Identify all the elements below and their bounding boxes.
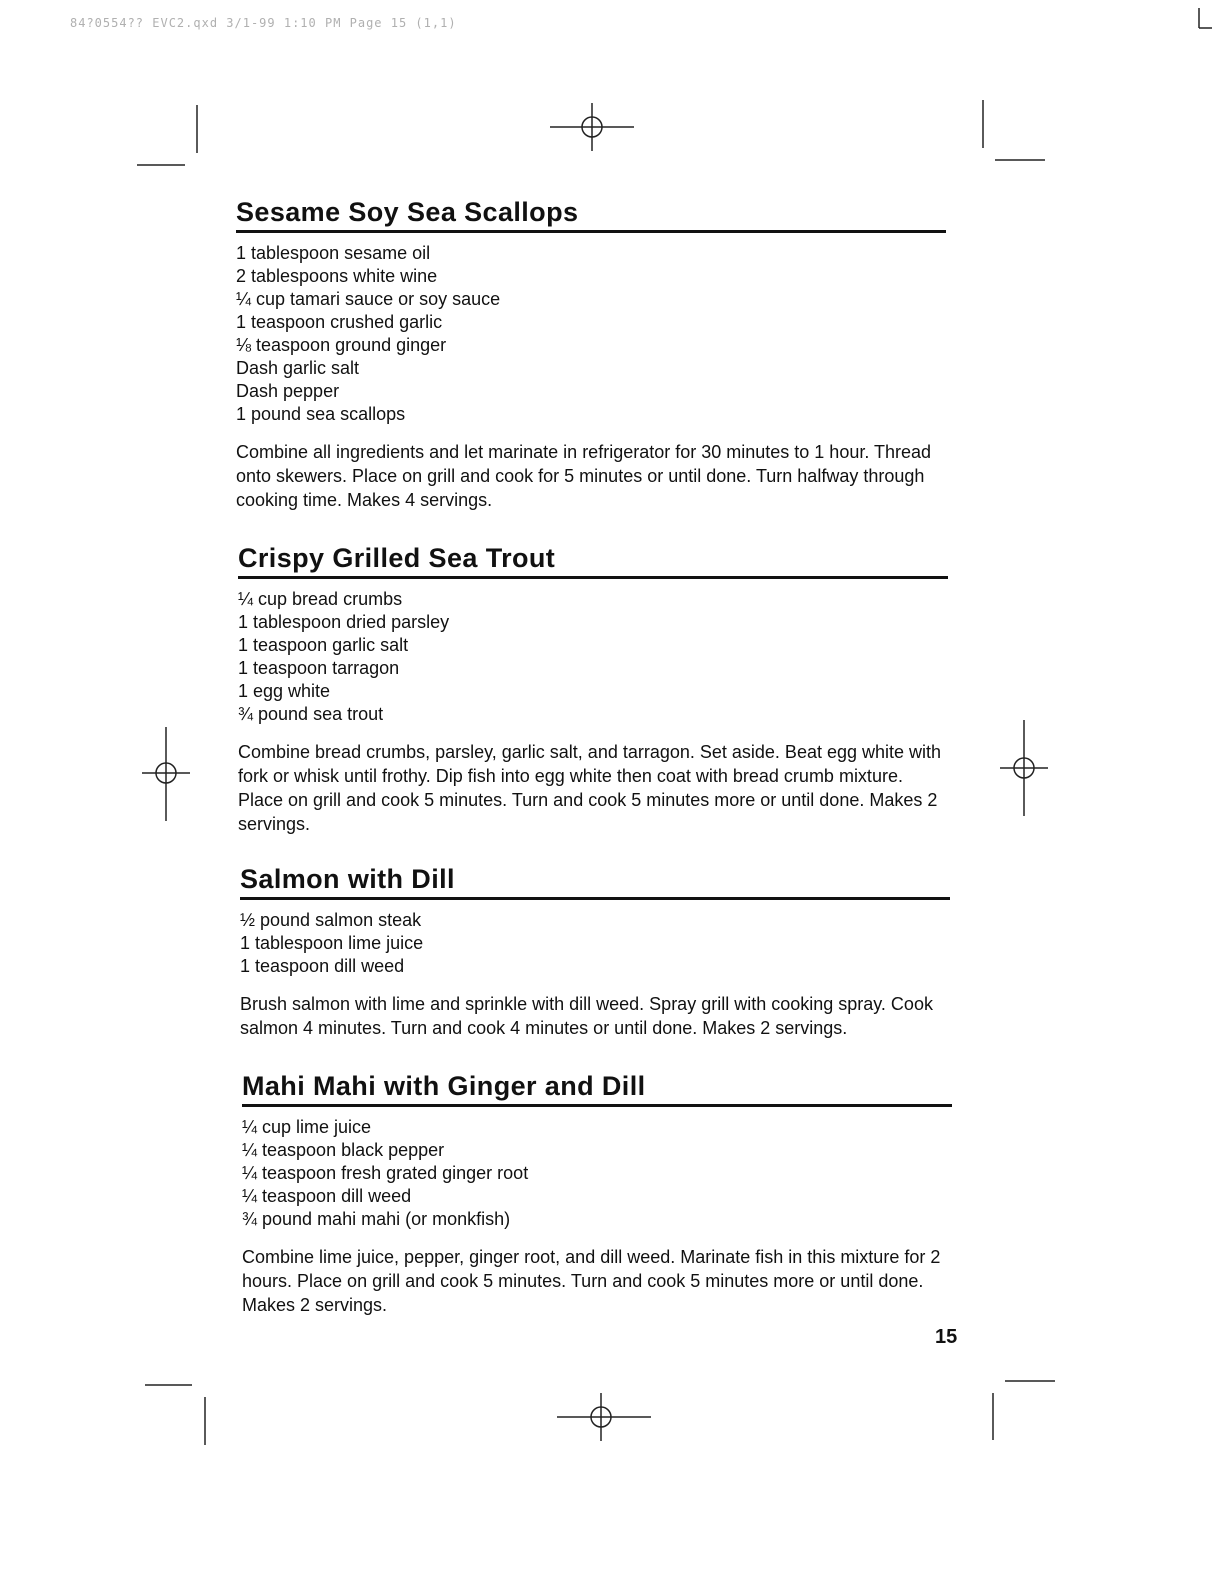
recipe-title: Salmon with Dill — [240, 863, 950, 900]
recipe-title: Sesame Soy Sea Scallops — [236, 196, 946, 233]
ingredient: ¾ pound mahi mahi (or monkfish) — [242, 1209, 511, 1229]
directions: Combine all ingredients and let marinate in refrigerator for 30 minutes to 1 hour. Thread onto skewers. Place on grill and cook for 5 minutes or until done. Turn halfway through cooking time. Makes 4 servings. — [236, 442, 932, 510]
ingredient: 1 teaspoon tarragon — [238, 658, 400, 678]
ingredient: Dash pepper — [236, 381, 340, 401]
ingredient: 1 tablespoon sesame oil — [236, 243, 431, 263]
ingredient: 2 tablespoons white wine — [236, 266, 438, 286]
ingredient: ¼ cup lime juice — [242, 1117, 372, 1137]
registration-mark-right — [1000, 720, 1048, 816]
registration-mark-bottom — [557, 1393, 651, 1441]
ingredient: 1 teaspoon garlic salt — [238, 635, 409, 655]
recipe-sesame-soy-sea-scallops — [236, 196, 946, 512]
registration-mark-left — [142, 727, 190, 821]
print-slug: 84?0554?? EVC2.qxd 3/1-99 1:10 PM Page 15 (1,1) — [70, 16, 457, 30]
ingredient: ¼ teaspoon dill weed — [242, 1186, 412, 1206]
recipe-mahi-mahi-with-ginger-and-dill — [242, 1070, 952, 1317]
ingredient: ¼ cup tamari sauce or soy sauce — [236, 289, 501, 309]
directions: Combine lime juice, pepper, ginger root, and dill weed. Marinate fish in this mixture for 2 hours. Place on grill and cook 5 minutes. Turn and cook 5 minutes more or until done. Makes 2 servings. — [242, 1247, 941, 1315]
directions: Combine bread crumbs, parsley, garlic salt, and tarragon. Set aside. Beat egg white with fork or whisk until frothy. Dip fish into egg white then coat with bread crumb mixture. Place on grill and cook 5 minutes. Turn and cook 5 minutes more or until done. Makes 2 servings. — [238, 742, 942, 834]
recipe-crispy-grilled-sea-trout — [238, 542, 948, 836]
ingredient: Dash garlic salt — [236, 358, 360, 378]
directions: Brush salmon with lime and sprinkle with dill weed. Spray grill with cooking spray. Cook salmon 4 minutes. Turn and cook 4 minutes or until done. Makes 2 servings. — [240, 994, 933, 1038]
ingredient: ¼ cup bread crumbs — [238, 589, 403, 609]
recipe-salmon-with-dill — [240, 863, 950, 1040]
recipe-title: Crispy Grilled Sea Trout — [238, 542, 948, 579]
ingredient: 1 pound sea scallops — [236, 404, 406, 424]
ingredient-list — [238, 588, 948, 726]
ingredient: ¼ teaspoon black pepper — [242, 1140, 445, 1160]
ingredient-list — [240, 909, 950, 978]
ingredient: ⅛ teaspoon ground ginger — [236, 335, 447, 355]
ingredient: 1 teaspoon dill weed — [240, 956, 405, 976]
ingredient-list — [236, 242, 946, 426]
ingredient: 1 tablespoon lime juice — [240, 933, 424, 953]
ingredient: 1 egg white — [238, 681, 331, 701]
page-number: 15 — [935, 1326, 958, 1348]
ingredient-list — [242, 1116, 952, 1231]
ingredient: 1 tablespoon dried parsley — [238, 612, 450, 632]
recipe-title: Mahi Mahi with Ginger and Dill — [242, 1070, 952, 1107]
registration-mark-top — [550, 103, 634, 151]
ingredient: 1 teaspoon crushed garlic — [236, 312, 443, 332]
ingredient: ¾ pound sea trout — [238, 704, 384, 724]
ingredient: ¼ teaspoon fresh grated ginger root — [242, 1163, 529, 1183]
ingredient: ½ pound salmon steak — [240, 910, 422, 930]
